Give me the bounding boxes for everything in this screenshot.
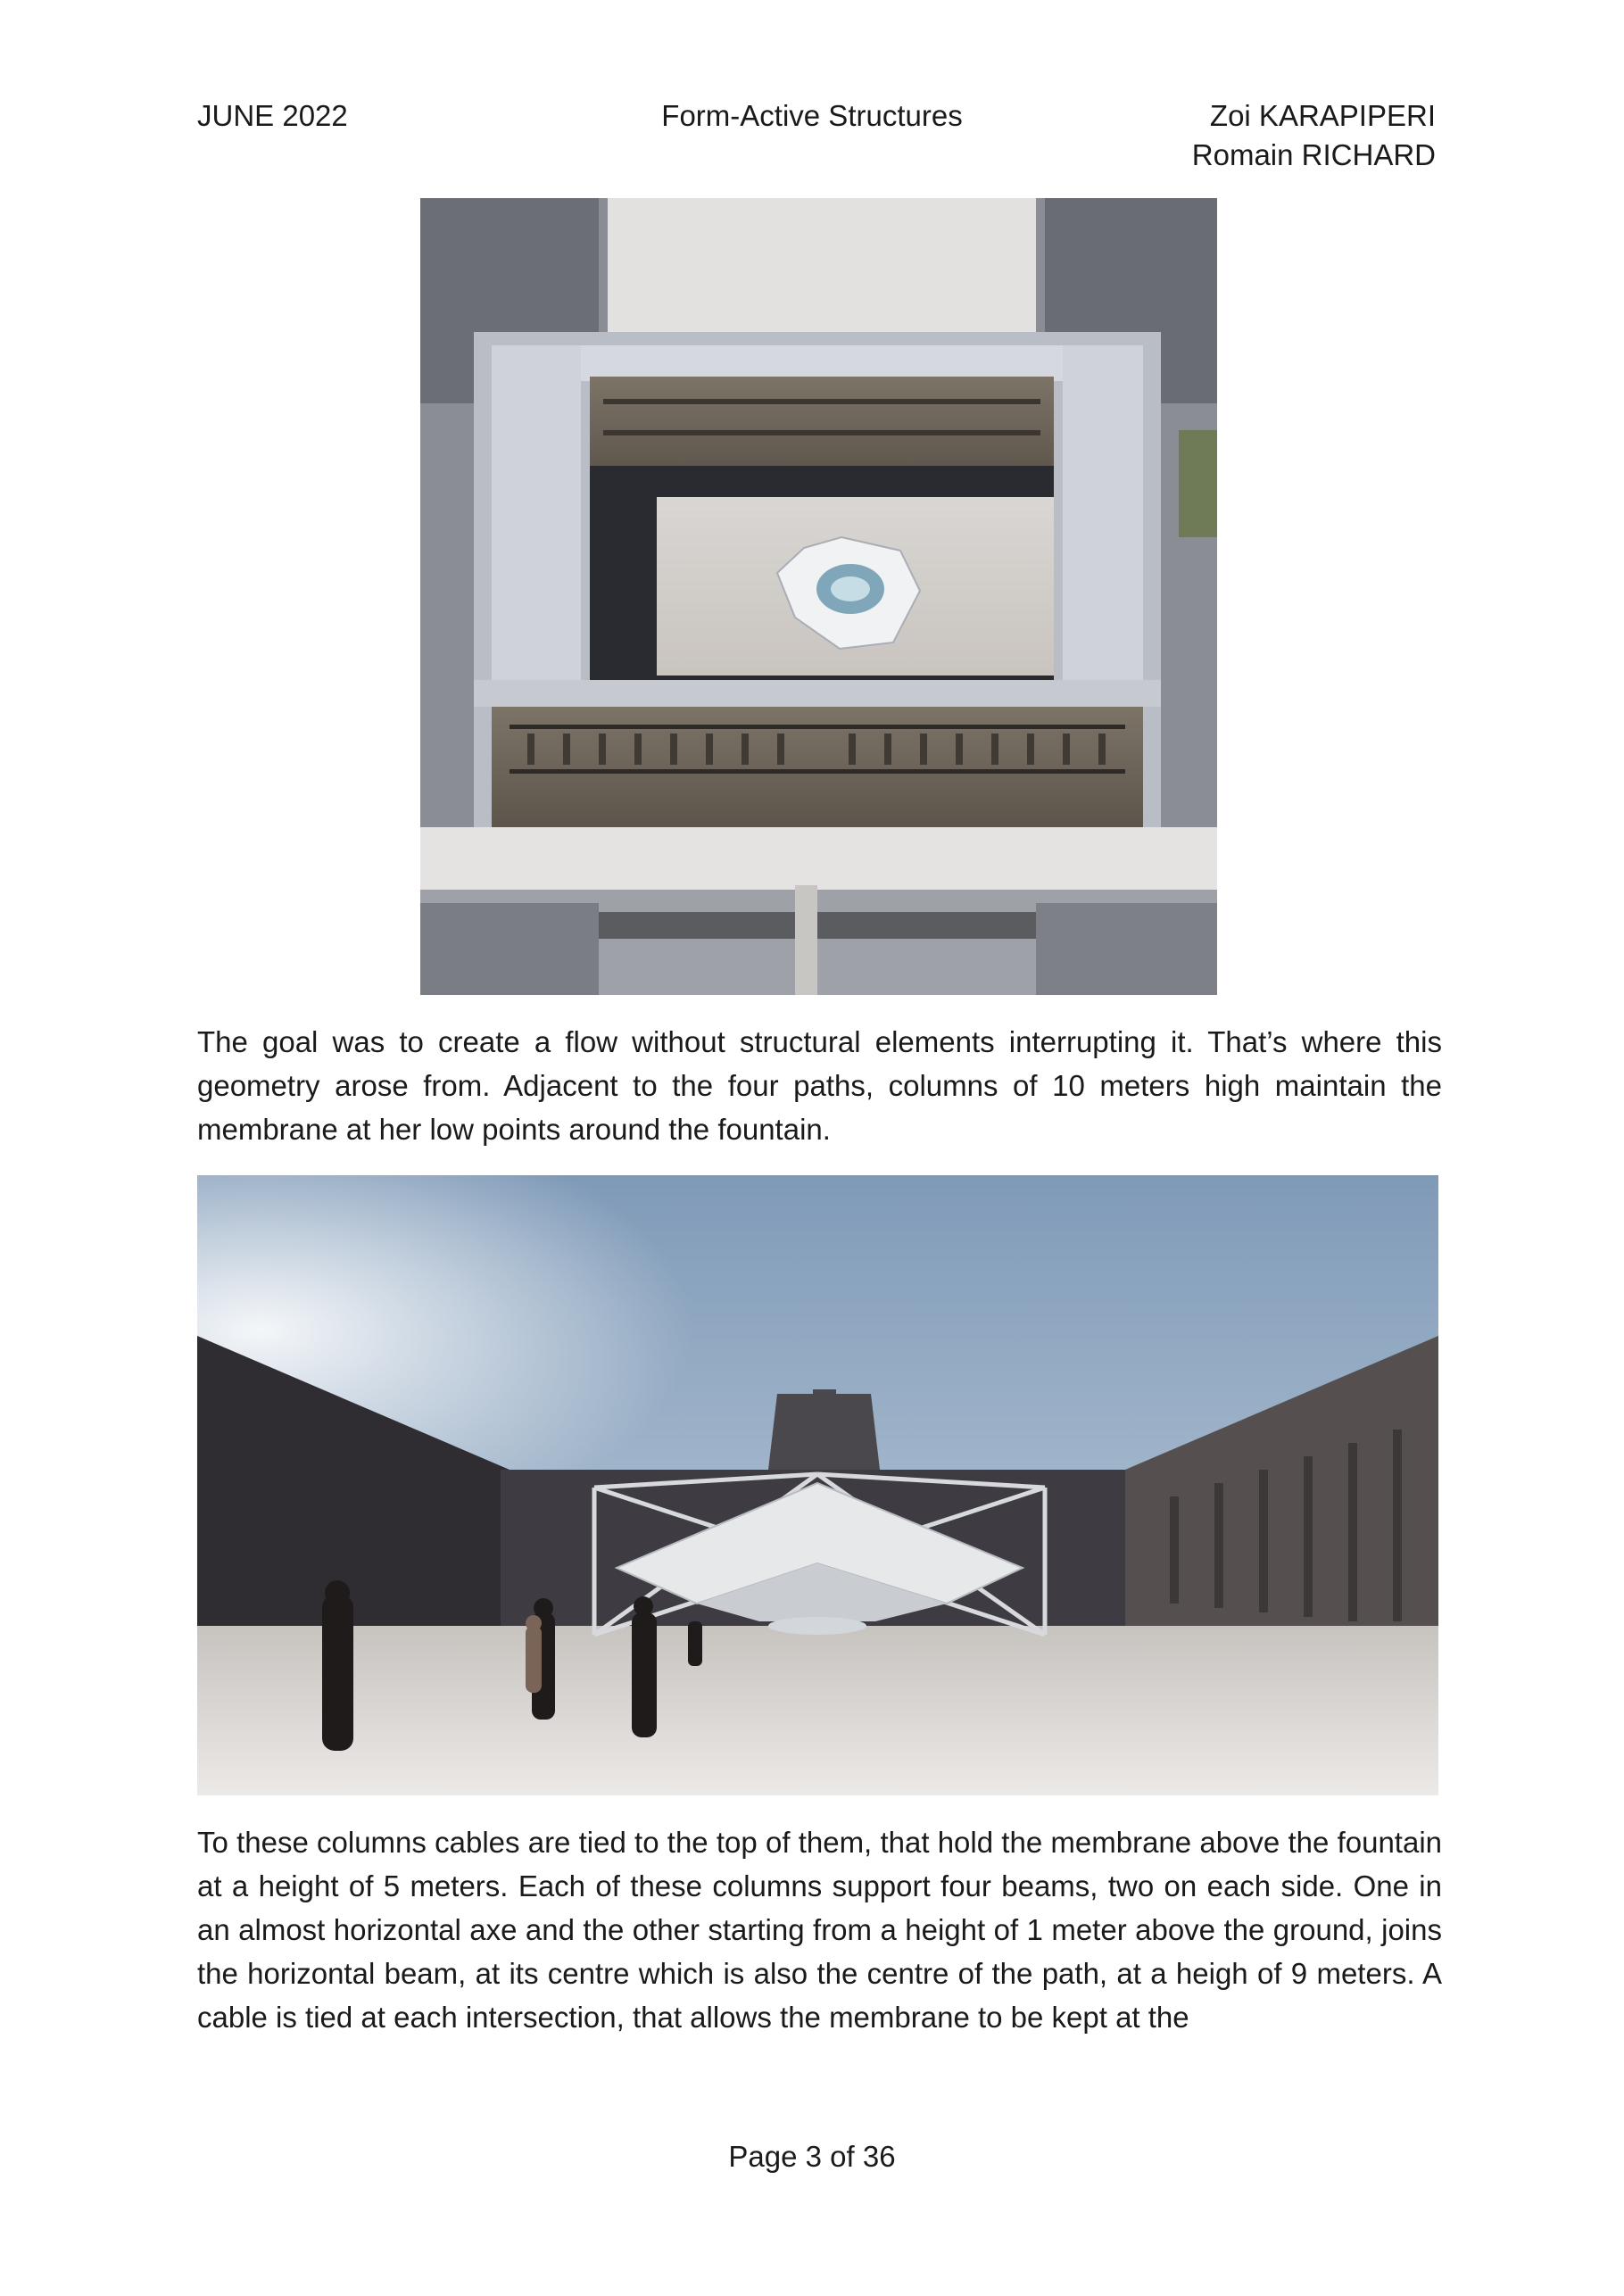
header-title: Form-Active Structures bbox=[661, 99, 963, 132]
page-number: Page 3 of 36 bbox=[728, 2140, 896, 2173]
header-authors bbox=[1192, 96, 1436, 175]
body-paragraph-2: To these columns cables are tied to the top of them, that hold the membrane above the fountain at a height of 5 meters. Each of these columns support four beams, two on each side. One in an almost horizontal axe and the other starting from a height of 1 meter above the ground, joins the horizontal beam, at its centre which is also the centre of the path, at a heigh of 9 meters. A cable is tied at each intersection, that allows the membrane to be kept at the bbox=[197, 1826, 1442, 2034]
header-date: JUNE 2022 bbox=[197, 99, 348, 132]
courtyard-render-image bbox=[197, 1175, 1438, 1795]
header-author-1: Zoi KARAPIPERI bbox=[1209, 99, 1436, 132]
aerial-courtyard-image bbox=[420, 198, 1217, 995]
header-author-2: Romain RICHARD bbox=[1191, 138, 1436, 171]
body-paragraph-1: The goal was to create a flow without structural elements interrupting it. That’s where this geometry arose from. Adjacent to the four paths, columns of 10 meters high maintain the membrane at her low points around the fountain. bbox=[197, 1025, 1442, 1146]
